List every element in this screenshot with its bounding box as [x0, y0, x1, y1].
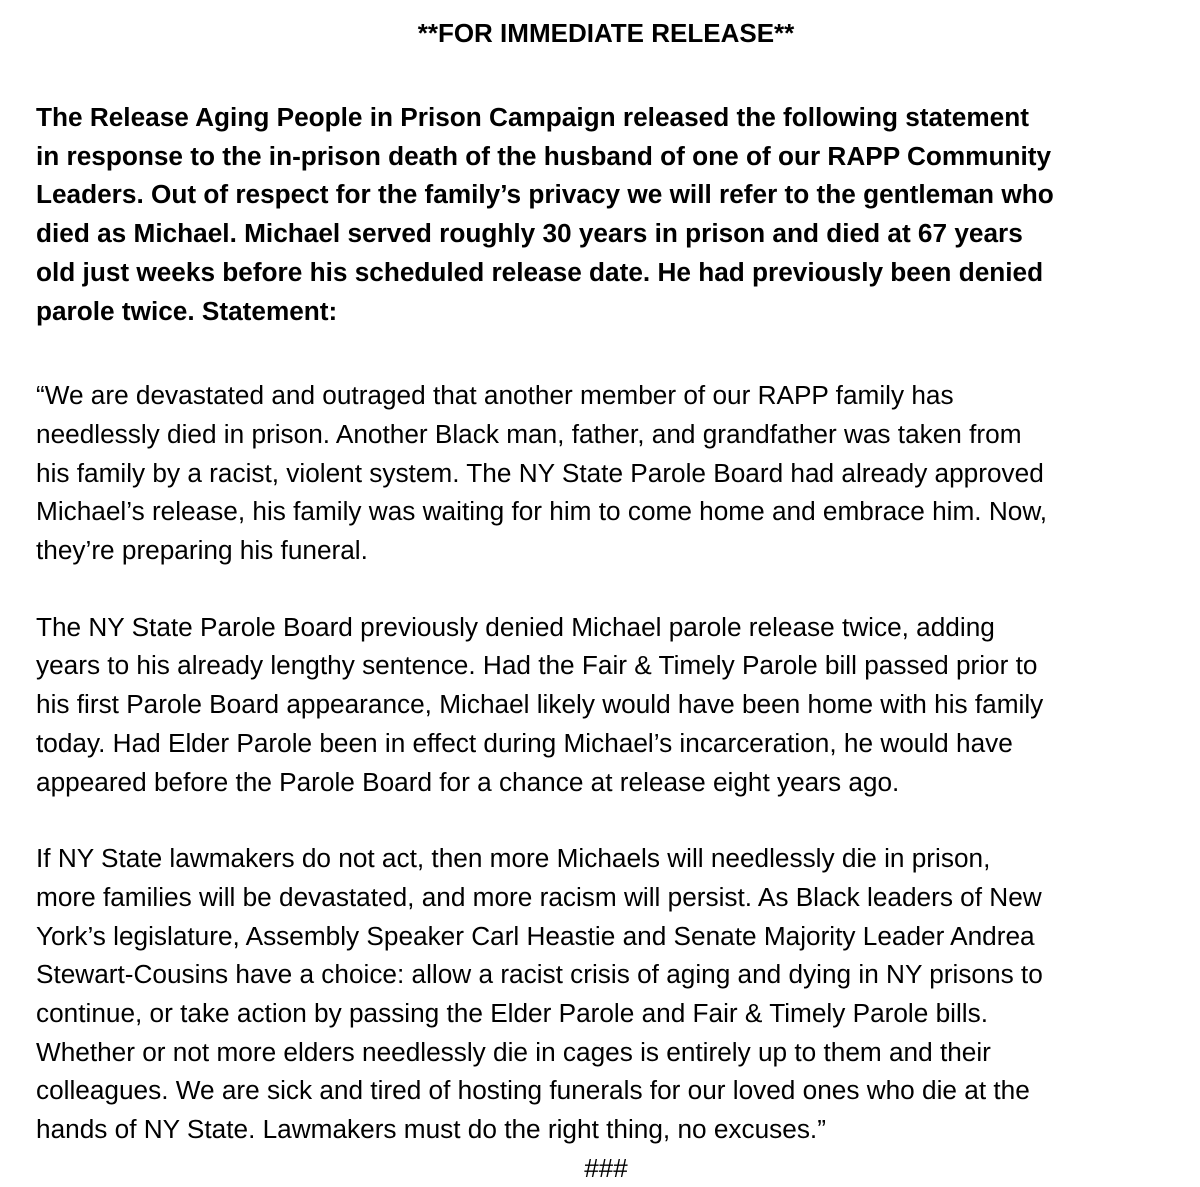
paragraph-line: colleagues. We are sick and tired of hosting funerals for our loved ones who die at the	[36, 1075, 1030, 1106]
lead-line: parole twice. Statement:	[36, 295, 338, 326]
paragraph-line: more families will be devastated, and more racism will persist. As Black leaders of New	[36, 881, 1042, 912]
paragraph-line: they’re preparing his funeral.	[36, 535, 368, 566]
paragraph-line: years to his already lengthy sentence. Had the Fair & Timely Parole bill passed prior to	[36, 650, 1038, 681]
paragraph-line: Whether or not more elders needlessly die in cages is entirely up to them and their	[36, 1036, 991, 1067]
lead-line: The Release Aging People in Prison Campaign released the following statement	[36, 102, 1029, 132]
paragraph-line: needlessly died in prison. Another Black man, father, and grandfather was taken from	[36, 418, 1022, 449]
paragraph-line: appeared before the Parole Board for a chance at release eight years ago.	[36, 766, 900, 797]
statement-paragraph-3	[36, 839, 1176, 1149]
release-heading: **FOR IMMEDIATE RELEASE**	[417, 18, 795, 48]
statement-paragraph-2	[36, 608, 1176, 802]
paragraph-line: If NY State lawmakers do not act, then more Michaels will needlessly die in prison,	[36, 843, 991, 874]
paragraph-line: Stewart-Cousins have a choice: allow a racist crisis of aging and dying in NY prisons to	[36, 959, 1043, 990]
paragraph-line: York’s legislature, Assembly Speaker Carl Heastie and Senate Majority Leader Andrea	[36, 920, 1035, 951]
paragraph-line: The NY State Parole Board previously denied Michael parole release twice, adding	[36, 611, 995, 642]
paragraph-line: his first Parole Board appearance, Michael likely would have been home with his family	[36, 689, 1044, 720]
press-release-document	[36, 14, 1176, 1187]
end-mark: ###	[584, 1152, 628, 1183]
paragraph-line: Michael’s release, his family was waiting for him to come home and embrace him. Now,	[36, 496, 1048, 527]
lead-line: died as Michael. Michael served roughly 30 years in prison and died at 67 years	[36, 218, 1023, 249]
paragraph-line: “We are devastated and outraged that another member of our RAPP family has	[36, 380, 954, 411]
paragraph-line: continue, or take action by passing the Elder Parole and Fair & Timely Parole bills.	[36, 998, 988, 1029]
paragraph-line: his family by a racist, violent system. The NY State Parole Board had already approved	[36, 457, 1044, 488]
lead-line: in response to the in-prison death of the husband of one of our RAPP Community	[36, 140, 1052, 171]
lead-paragraph	[36, 98, 1176, 330]
paragraph-line: today. Had Elder Parole been in effect during Michael’s incarceration, he would have	[36, 727, 1013, 758]
lead-line: old just weeks before his scheduled release date. He had previously been denied	[36, 256, 1044, 287]
lead-line: Leaders. Out of respect for the family’s privacy we will refer to the gentleman who	[36, 179, 1054, 210]
paragraph-line: hands of NY State. Lawmakers must do the right thing, no excuses.”	[36, 1114, 826, 1145]
statement-paragraph-1	[36, 376, 1176, 570]
